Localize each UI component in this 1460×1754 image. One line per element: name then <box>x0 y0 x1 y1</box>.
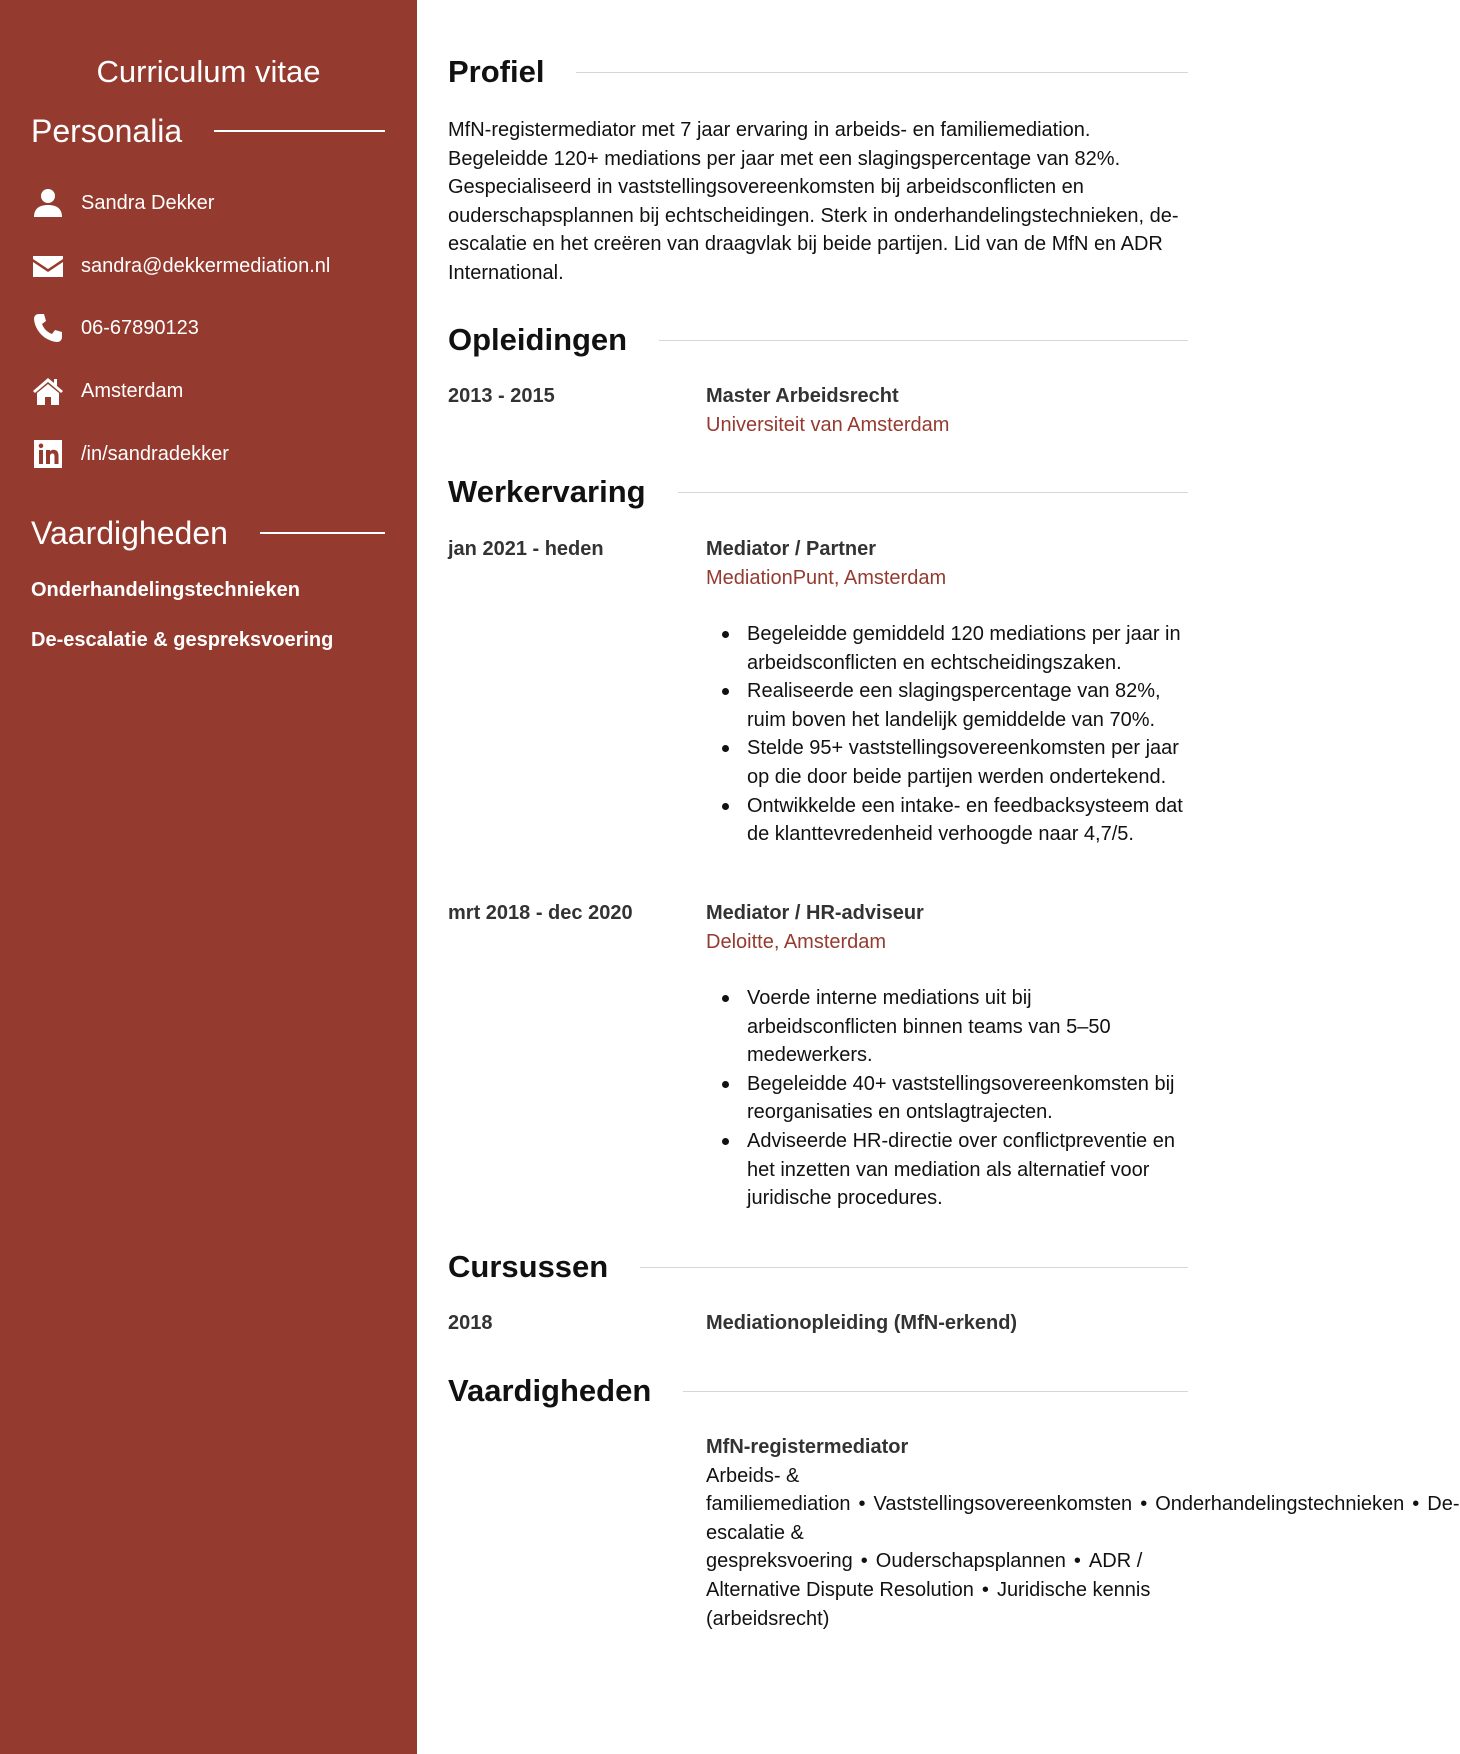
personalia-heading <box>31 111 385 151</box>
job-role: Mediator / HR-adviseur <box>706 902 924 924</box>
werkervaring-title: Werkervaring <box>448 474 646 509</box>
side-skills-title: Vaardigheden <box>31 515 228 551</box>
contact-phone-text[interactable]: 06-67890123 <box>81 317 199 339</box>
skill-separator: • <box>860 1550 868 1573</box>
vaardigheden-title: Vaardigheden <box>448 1373 652 1408</box>
job-bullet-list <box>747 984 1187 1213</box>
personalia-divider <box>214 130 385 132</box>
werkervaring-heading <box>448 472 1188 512</box>
skill-separator: • <box>1140 1493 1148 1516</box>
cursussen-heading <box>448 1247 1188 1287</box>
profiel-heading <box>448 52 1188 92</box>
opleidingen-divider <box>659 340 1188 341</box>
contact-name-text: Sandra Dekker <box>81 192 215 214</box>
side-skill-item: Onderhandelingstechnieken <box>31 579 300 601</box>
personalia-title: Personalia <box>31 113 183 149</box>
vaardigheden-divider <box>683 1391 1188 1392</box>
skill-separator: • <box>981 1578 989 1601</box>
course-name: Mediationopleiding (MfN-erkend) <box>706 1312 1018 1334</box>
skills-list <box>706 1462 1460 1634</box>
profiel-divider <box>576 72 1188 73</box>
opleidingen-title: Opleidingen <box>448 322 628 357</box>
education-institution: Universiteit van Amsterdam <box>706 414 950 436</box>
job-bullet: Stelde 95+ vaststellingsovereenkomsten per jaar op die door beide partijen werden ondertekend. <box>747 734 1187 791</box>
werkervaring-divider <box>678 492 1188 493</box>
cursussen-title: Cursussen <box>448 1249 609 1284</box>
skill-item: Juridische kennis (arbeidsrecht) <box>706 1578 1151 1630</box>
side-skills-divider <box>260 532 385 534</box>
skill-separator: • <box>1073 1550 1081 1573</box>
skill-item: Arbeids- & familiemediation <box>706 1464 851 1516</box>
education-degree: Master Arbeidsrecht <box>706 385 899 407</box>
contact-email-text[interactable]: sandra@dekkermediation.nl <box>81 255 331 277</box>
job-date: jan 2021 - heden <box>448 538 604 560</box>
job-role: Mediator / Partner <box>706 538 877 560</box>
side-skills-heading <box>31 513 385 553</box>
profiel-text: MfN-registermediator met 7 jaar ervaring in arbeids- en familiemediation. Begeleidde 120+ mediations per jaar met een slagingspercentage van 82%. Gespecialiseerd in vaststellingsovereenkomsten bij arbeidsconflicten en ouderschapsplannen bij echtscheidingen. Sterk in onderhandelingstechnieken, de-escalatie en het creëren van draagvlak bij beide partijen. Lid van de MfN en ADR International. <box>448 119 1179 284</box>
skill-item: Onderhandelingstechnieken <box>1155 1493 1405 1516</box>
job-bullet: Voerde interne mediations uit bij arbeidsconflicten binnen teams van 5–50 medewerkers. <box>747 984 1187 1070</box>
job-date: mrt 2018 - dec 2020 <box>448 902 633 924</box>
contact-location <box>31 371 183 411</box>
job-bullet: Ontwikkelde een intake- en feedbacksysteem dat de klanttevredenheid verhoogde naar 4,7/5. <box>747 792 1187 849</box>
skill-item: Vaststellingsovereenkomsten <box>873 1493 1133 1516</box>
contact-linkedin[interactable] <box>31 434 229 474</box>
job-bullet-list <box>747 620 1187 849</box>
skill-separator: • <box>858 1493 866 1516</box>
skill-item: De-escalatie & gespreksvoering <box>706 1493 1460 1573</box>
job-employer: MediationPunt, Amsterdam <box>706 567 947 589</box>
person-icon <box>31 186 65 220</box>
job-bullet: Realiseerde een slagingspercentage van 82%, ruim boven het landelijk gemiddelde van 70%. <box>747 677 1187 734</box>
sidebar <box>0 0 417 1754</box>
envelope-icon <box>31 249 65 283</box>
contact-phone[interactable] <box>31 308 199 348</box>
job-bullet: Adviseerde HR-directie over conflictpreventie en het inzetten van mediation als alternatief voor juridische procedures. <box>747 1127 1187 1213</box>
opleidingen-heading <box>448 320 1188 360</box>
contact-linkedin-text[interactable]: /in/sandradekker <box>81 443 229 465</box>
skill-separator: • <box>1412 1493 1420 1516</box>
cursussen-divider <box>640 1267 1188 1268</box>
skills-head: MfN-registermediator <box>706 1436 909 1458</box>
education-date: 2013 - 2015 <box>448 385 555 407</box>
job-bullet: Begeleidde 40+ vaststellingsovereenkomsten bij reorganisaties en ontslagtrajecten. <box>747 1070 1187 1127</box>
contact-name <box>31 183 214 223</box>
vaardigheden-heading <box>448 1371 1188 1411</box>
document-title: Curriculum vitae <box>96 54 321 89</box>
skill-item: Ouderschapsplannen <box>875 1550 1066 1573</box>
contact-email[interactable] <box>31 246 330 286</box>
skills-block <box>706 1433 1460 1633</box>
phone-icon <box>31 311 65 345</box>
job-employer: Deloitte, Amsterdam <box>706 931 887 953</box>
main-content <box>448 0 1460 1754</box>
side-skill-item: De-escalatie & gespreksvoering <box>31 629 334 651</box>
profiel-title: Profiel <box>448 54 545 89</box>
job-bullet: Begeleidde gemiddeld 120 mediations per jaar in arbeidsconflicten en echtscheidingszaken. <box>747 620 1187 677</box>
linkedin-icon <box>31 437 65 471</box>
skill-item: ADR / Alternative Dispute Resolution <box>706 1550 1143 1601</box>
contact-location-text: Amsterdam <box>81 380 184 402</box>
course-date: 2018 <box>448 1312 493 1334</box>
home-icon <box>31 374 65 408</box>
